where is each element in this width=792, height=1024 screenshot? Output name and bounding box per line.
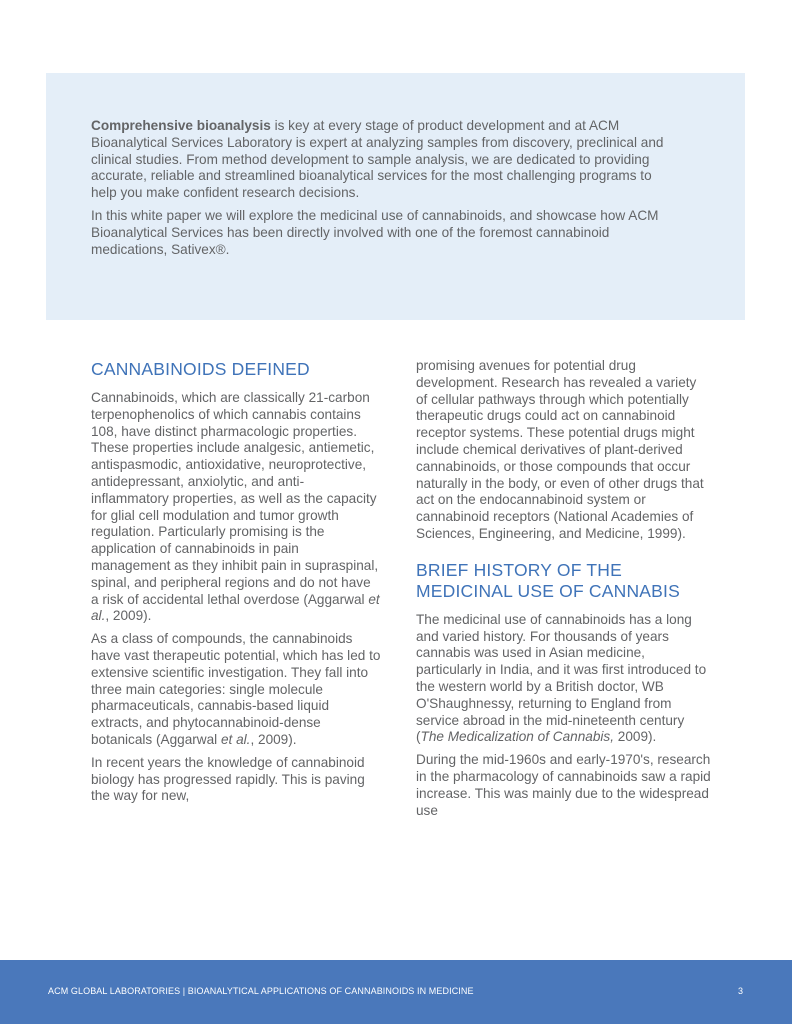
body-paragraph	[91, 390, 381, 625]
body-paragraph	[416, 612, 711, 746]
body-paragraph-text: , 2009).	[250, 731, 297, 747]
body-paragraph: During the mid-1960s and early-1970's, research in the pharmacology of cannabinoids saw a rapid increase. This was mainly due to the widespread use	[416, 752, 711, 818]
footer-title: ACM GLOBAL LABORATORIES | BIOANALYTICAL APPLICATIONS OF CANNABINOIDS IN MEDICINE	[48, 986, 474, 996]
section-heading-cannabinoids-defined: CANNABINOIDS DEFINED	[91, 359, 310, 379]
citation-italic: The Medicalization of Cannabis,	[420, 729, 614, 745]
body-paragraph-text: The medicinal use of cannabinoids has a long and varied history. For thousands of years cannabis was used in Asian medicine, particularly in India, and it was first introduced to the western world by a British doctor, WB O'Shaughnessy, returning to England from service abroad in the mid-nineteenth century (	[416, 611, 707, 745]
body-paragraph	[91, 631, 381, 749]
intro-paragraph-1	[91, 118, 671, 202]
left-column	[91, 358, 381, 811]
body-paragraph: promising avenues for potential drug development. Research has revealed a variety of cellular pathways through which potentially therapeutic drugs could act on cannabinoid receptor systems. These potential drugs might include chemical derivatives of plant-derived cannabinoids, or those compounds that occur naturally in the body, or even of other drugs that act on the endocannabinoid system or cannabinoid receptors (National Academies of Sciences, Engineering, and Medicine, 1999).	[416, 358, 704, 541]
right-column	[416, 358, 711, 825]
body-paragraph-text: As a class of compounds, the cannabinoids have vast therapeutic potential, which has led to extensive scientific investigation. They fall into three main categories: single molecule pharmaceuticals, cannabis-based liquid extracts, and phytocannabinoid-dense botanicals (Aggarwal	[91, 631, 381, 747]
body-paragraph: In recent years the knowledge of cannabinoid biology has progressed rapidly. This is paving the way for new,	[91, 754, 365, 804]
page-number: 3	[738, 986, 744, 996]
body-paragraph-text: 2009).	[613, 729, 657, 745]
section-heading-brief-history: BRIEF HISTORY OF THE MEDICINAL USE OF CANNABIS	[416, 559, 680, 601]
page-footer	[0, 960, 792, 1024]
intro-bold-lead: Comprehensive bioanalysis	[91, 118, 271, 133]
body-paragraph-text: Cannabinoids, which are classically 21-carbon terpenophenolics of which cannabis contains 108, have distinct pharmacologic properties. These properties include analgesic, antiemetic, antispasmodic, antioxidative, neuroprotective, antidepressant, anxiolytic, and anti-inflammatory properties, as well as the capacity for glial cell modulation and tumor growth regulation. Particularly promising is the application of cannabinoids in pain management as they inhibit pain in supraspinal, spinal, and peripheral regions and do not have a risk of accidental lethal overdose (Aggarwal	[91, 390, 379, 607]
citation-italic: et al.	[91, 591, 380, 624]
intro-paragraph-2: In this white paper we will explore the medicinal use of cannabinoids, and showcase how ACM Bioanalytical Services has been directly involved with one of the foremost cannabinoid medications, Sativex®.	[91, 207, 659, 257]
body-paragraph-text: , 2009).	[105, 608, 152, 624]
intro-paragraph-1-text: is key at every stage of product development and at ACM Bioanalytical Services Laboratory is expert at analyzing samples from discovery, preclinical and clinical studies. From method development to sample analysis, we are dedicated to providing accurate, reliable and streamlined bioanalytical services for the most challenging programs to help you make confident research decisions.	[91, 118, 664, 201]
intro-text	[91, 118, 671, 264]
citation-italic: et al.	[220, 731, 251, 747]
